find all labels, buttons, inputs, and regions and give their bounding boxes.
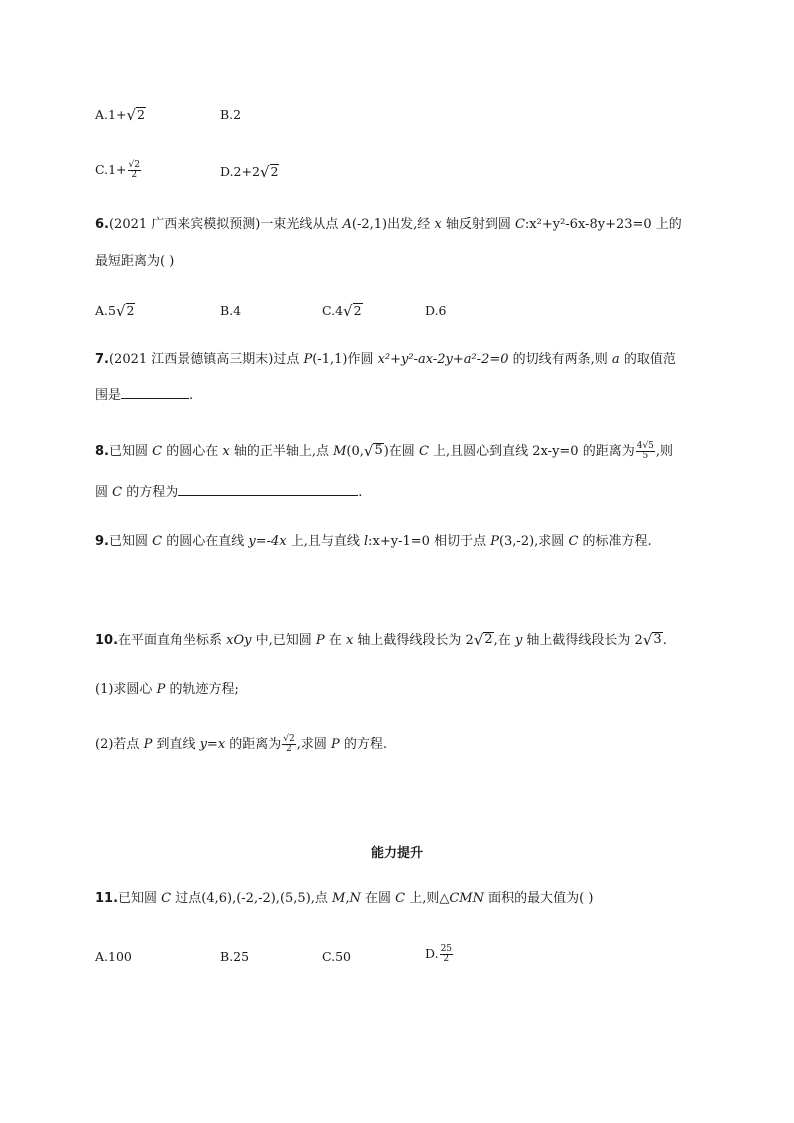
q5-option-a: A.1+ √ 2: [95, 106, 145, 124]
question-10-part-2: (2)若点 P 到直线 y=x 的距离为 $\frac{√2}{2}$ ,求圆 P 的方程.: [95, 734, 388, 754]
sqrt-symbol: √ 3: [642, 631, 662, 649]
fraction: $\frac{√2}{2}$: [283, 734, 295, 754]
q6-option-d: D.6: [425, 303, 447, 318]
sqrt-symbol: √ 2: [343, 302, 362, 320]
q11-option-b: B.25: [220, 949, 250, 964]
q11-option-a: A.100: [95, 949, 132, 964]
sqrt-symbol: √ 2: [259, 163, 279, 181]
question-9: 9.已知圆 C 的圆心在直线 y=-4x 上,且与直线 l:x+y-1=0 相切于点 P(3,-2),求圆 C 的标准方程.: [95, 534, 652, 549]
section-title: 能力提升: [370, 846, 423, 861]
question-10-part-1: (1)求圆心 P 的轨迹方程;: [95, 682, 239, 697]
answer-blank[interactable]: [178, 483, 358, 496]
q5-option-c: C.1+ $\frac{√2}{2}$: [95, 160, 140, 180]
question-10: 10.在平面直角坐标系 xOy 中,已知圆 P 在 x 轴上截得线段长为 2 √ 2 ,在 y 轴上截得线段长为 2 √ 3 .: [95, 631, 667, 649]
q6-option-c: C.4 √ 2: [322, 302, 362, 320]
q5-option-d: D.2+2 √ 2: [220, 163, 279, 181]
question-7-line-2: 围是 .: [95, 388, 194, 403]
q11-option-d: D. $\frac{25}{2}$: [425, 944, 453, 964]
fraction: $\frac{25}{2}$: [440, 944, 453, 964]
question-6-line-2: 最短距离为( ): [95, 254, 175, 269]
q11-option-c: C.50: [322, 949, 351, 964]
fraction: $\frac{√2}{2}$: [128, 160, 140, 180]
q5-option-b: B.2: [220, 107, 242, 122]
sqrt-symbol: √ 2: [126, 106, 145, 124]
question-7-line-1: 7.(2021 江西景德镇高三期末)过点 P(-1,1)作圆 x²+y²-ax-2y+a²-2=0 的切线有两条,则 a 的取值范: [95, 352, 676, 367]
question-8-line-2: 圆 C 的方程为 .: [95, 485, 363, 500]
fraction: $\frac{4√5}{5}$: [636, 441, 654, 461]
question-11: 11.已知圆 C 过点(4,6),(-2,-2),(5,5),点 M,N 在圆 C 上,则△CMN 面积的最大值为( ): [95, 891, 594, 906]
sqrt-symbol: √ 2: [115, 302, 135, 320]
q6-option-a: A.5 √ 2: [95, 302, 135, 320]
sqrt-symbol: √ 2: [473, 631, 493, 649]
question-6-line-1: 6.(2021 广西来宾模拟预测)一束光线从点 A(-2,1)出发,经 x 轴反射到圆 C:x²+y²-6x-8y+23=0 上的: [95, 217, 682, 232]
question-8-line-1: 8.已知圆 C 的圆心在 x 轴的正半轴上,点 M(0, √ 5 )在圆 C 上,且圆心到直线 2x-y=0 的距离为 $\frac{4√5}{5}$ ,则: [95, 441, 674, 461]
q6-option-b: B.4: [220, 303, 242, 318]
sqrt-symbol: √ 5: [363, 442, 383, 460]
answer-blank[interactable]: [121, 386, 189, 399]
